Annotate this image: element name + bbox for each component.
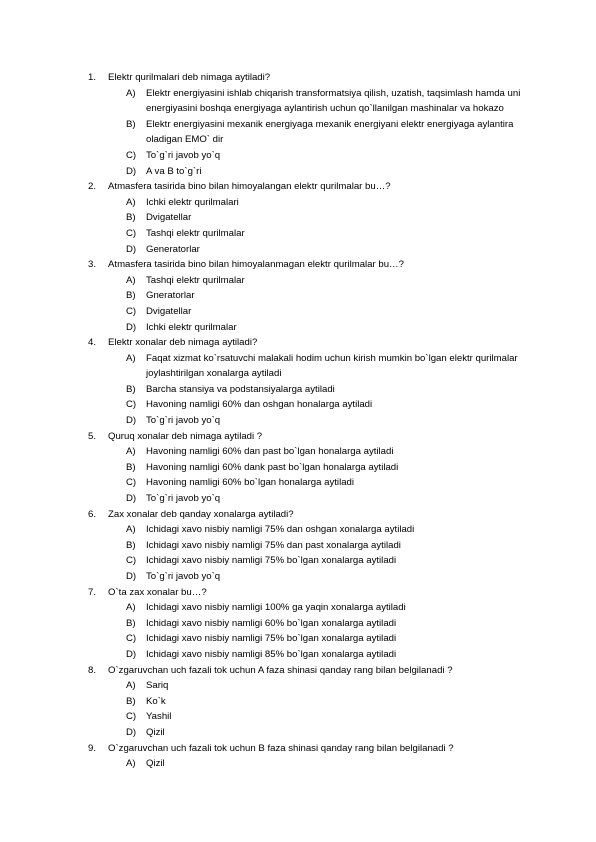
answer-option [126, 210, 548, 226]
answer-option [126, 148, 548, 164]
question-line [88, 257, 548, 273]
answer-option [126, 475, 548, 491]
option-letter: D) [126, 493, 137, 505]
answer-option [126, 382, 548, 398]
option-letter: A) [126, 680, 136, 692]
option-letter: D) [126, 165, 137, 177]
question-line [88, 70, 548, 86]
answer-option [126, 756, 548, 772]
question-number: 5. [88, 430, 97, 442]
option-letter: B) [126, 118, 136, 130]
question-list [88, 70, 548, 772]
answer-option [126, 164, 548, 180]
option-text: Dvigatellar [146, 305, 192, 317]
option-text: To`g`ri javob yo`q [146, 415, 221, 427]
option-letter: C) [126, 305, 137, 317]
question-line [88, 335, 548, 351]
question-text: Quruq xonalar deb nimaga aytiladi ? [108, 430, 263, 442]
answer-options [88, 351, 548, 429]
option-letter: C) [126, 399, 137, 411]
question-number: 1. [88, 72, 97, 83]
option-text: To`g`ri javob yo`q [146, 493, 221, 505]
answer-options [88, 678, 548, 740]
option-text: To`g`ri javob yo`q [146, 571, 221, 582]
option-text: Ichki elektr qurilmalar [146, 321, 237, 333]
question-number: 9. [88, 742, 97, 754]
answer-option [126, 195, 548, 211]
answer-option [126, 288, 548, 304]
answer-option [126, 678, 548, 694]
answer-options [88, 444, 548, 506]
option-text: Generatorlar [146, 243, 200, 255]
question-line [88, 429, 548, 445]
answer-option [126, 117, 548, 148]
option-text: Tashqi elektr qurilmalar [146, 227, 245, 239]
answer-option [126, 569, 548, 585]
option-text: Qizil [146, 726, 165, 738]
option-text: To`g`ri javob yo`q [146, 149, 221, 161]
answer-option [126, 226, 548, 242]
option-text: A va B to`g`ri [146, 165, 202, 177]
answer-option [126, 242, 548, 258]
question-line [88, 663, 548, 679]
option-text: Gneratorlar [146, 290, 195, 302]
answer-option [126, 320, 548, 336]
option-letter: A) [126, 524, 136, 536]
option-letter: B) [126, 461, 136, 473]
answer-options [88, 600, 548, 662]
question-item [88, 507, 548, 585]
option-letter: D) [126, 648, 137, 660]
option-text: Havoning namligi 60% dan past bo`lgan honalarga aytiladi [146, 446, 394, 458]
option-text: Havoning namligi 60% dank past bo`lgan honalarga aytiladi [146, 461, 399, 473]
answer-option [126, 413, 548, 429]
answer-option [126, 351, 548, 382]
option-letter: C) [126, 555, 137, 567]
question-item [88, 257, 548, 335]
option-text: Ichidagi xavo nisbiy namligi 75% dan oshgan xonalarga aytiladi [146, 524, 415, 536]
answer-option [126, 86, 548, 117]
option-text: Elektr energiyasini mexanik energiyaga mexanik energiyani elektr energiyaga aylantira oladigan EMO` dir [146, 118, 514, 146]
question-text: Atmasfera tasirida bino bilan himoyalanmagan elektr qurilmalar bu…? [108, 259, 404, 271]
option-text: Havoning namligi 60% bo`lgan honalarga aytiladi [146, 477, 354, 489]
question-text: Elektr xonalar deb nimaga aytiladi? [108, 337, 258, 349]
option-text: Ichidagi xavo nisbiy namligi 85% bo`lgan xonalarga aytiladi [146, 648, 397, 660]
option-letter: A) [126, 274, 136, 286]
question-item [88, 585, 548, 663]
answer-option [126, 304, 548, 320]
answer-option [126, 397, 548, 413]
option-text: Havoning namligi 60% dan oshgan honalarga aytiladi [146, 399, 373, 411]
answer-option [126, 725, 548, 741]
option-letter: B) [126, 383, 136, 395]
question-item [88, 741, 548, 772]
answer-options [88, 86, 548, 180]
option-letter: B) [126, 695, 136, 707]
option-letter: A) [126, 602, 136, 614]
option-text: Dvigatellar [146, 212, 192, 224]
option-letter: A) [126, 352, 136, 364]
option-letter: B) [126, 212, 136, 224]
answer-option [126, 491, 548, 507]
option-letter: C) [126, 711, 137, 723]
answer-option [126, 616, 548, 632]
question-item [88, 663, 548, 741]
question-item [88, 429, 548, 507]
answer-option [126, 273, 548, 289]
question-text: O`zgaruvchan uch fazali tok uchun B faza shinasi qanday rang bilan belgilanadi ? [108, 742, 454, 754]
option-letter: D) [126, 571, 137, 582]
question-text: O`zgaruvchan uch fazali tok uchun A faza shinasi qanday rang bilan belgilanadi ? [108, 664, 453, 676]
question-text: Atmasfera tasirida bino bilan himoyalangan elektr qurilmalar bu…? [108, 181, 391, 193]
option-text: Tashqi elektr qurilmalar [146, 274, 245, 286]
answer-option [126, 694, 548, 710]
answer-option [126, 600, 548, 616]
answer-options [88, 195, 548, 257]
option-letter: C) [126, 227, 137, 239]
question-number: 7. [88, 586, 97, 598]
option-letter: D) [126, 726, 137, 738]
question-number: 4. [88, 337, 97, 349]
question-number: 6. [88, 508, 97, 520]
option-text: Faqat xizmat ko`rsatuvchi malakali hodim uchun kirish mumkin bo`lgan elektr qurilmalar joylashtirilgan xonalarga aytiladi [146, 352, 518, 380]
answer-option [126, 444, 548, 460]
option-text: Barcha stansiya va podstansiyalarga aytiladi [146, 383, 335, 395]
option-letter: D) [126, 415, 137, 427]
option-text: Ichidagi xavo nisbiy namligi 75% dan past xonalarga aytiladi [146, 539, 401, 551]
option-text: Sariq [146, 680, 169, 692]
question-line [88, 507, 548, 523]
option-text: Elektr energiyasini ishlab chiqarish transformatsiya qilish, uzatish, taqsimlash hamda uni energiyasini boshqa energiyaga aylantirish uchun qo`llanilgan mashinalar va hokazo [146, 87, 521, 115]
question-item [88, 70, 548, 179]
answer-options [88, 756, 548, 772]
option-text: Ichidagi xavo nisbiy namligi 100% ga yaqin xonalarga aytiladi [146, 602, 406, 614]
answer-options [88, 273, 548, 335]
question-text: O`ta zax xonalar bu…? [108, 586, 207, 598]
option-letter: C) [126, 633, 137, 645]
answer-option [126, 538, 548, 554]
option-text: Ichki elektr qurilmalari [146, 196, 239, 208]
question-line [88, 179, 548, 195]
option-letter: B) [126, 290, 136, 302]
question-number: 3. [88, 259, 97, 271]
option-letter: A) [126, 87, 136, 99]
option-text: Yashil [146, 711, 172, 723]
answer-option [126, 647, 548, 663]
question-number: 2. [88, 181, 97, 193]
question-number: 8. [88, 664, 97, 676]
answer-option [126, 522, 548, 538]
question-text: Elektr qurilmalari deb nimaga aytiladi? [108, 72, 271, 83]
answer-option [126, 553, 548, 569]
answer-options [88, 522, 548, 584]
question-item [88, 179, 548, 257]
option-letter: B) [126, 617, 136, 629]
option-letter: C) [126, 477, 137, 489]
option-letter: C) [126, 149, 137, 161]
option-letter: D) [126, 321, 137, 333]
question-text: Zax xonalar deb qanday xonalarga aytiladi? [108, 508, 294, 520]
question-line [88, 741, 548, 757]
question-line [88, 585, 548, 601]
option-letter: A) [126, 446, 136, 458]
option-text: Ko`k [146, 695, 166, 707]
answer-option [126, 460, 548, 476]
option-letter: D) [126, 243, 137, 255]
option-letter: A) [126, 196, 136, 208]
option-text: Ichidagi xavo nisbiy namligi 75% bo`lgan xonalarga aytiladi [146, 555, 397, 567]
option-text: Ichidagi xavo nisbiy namligi 75% bo`lgan xonalarga aytiladi [146, 633, 397, 645]
option-letter: B) [126, 539, 136, 551]
option-letter: A) [126, 758, 136, 770]
answer-option [126, 631, 548, 647]
answer-option [126, 709, 548, 725]
option-text: Qizil [146, 758, 165, 770]
option-text: Ichidagi xavo nisbiy namligi 60% bo`lgan xonalarga aytiladi [146, 617, 397, 629]
question-item [88, 335, 548, 429]
